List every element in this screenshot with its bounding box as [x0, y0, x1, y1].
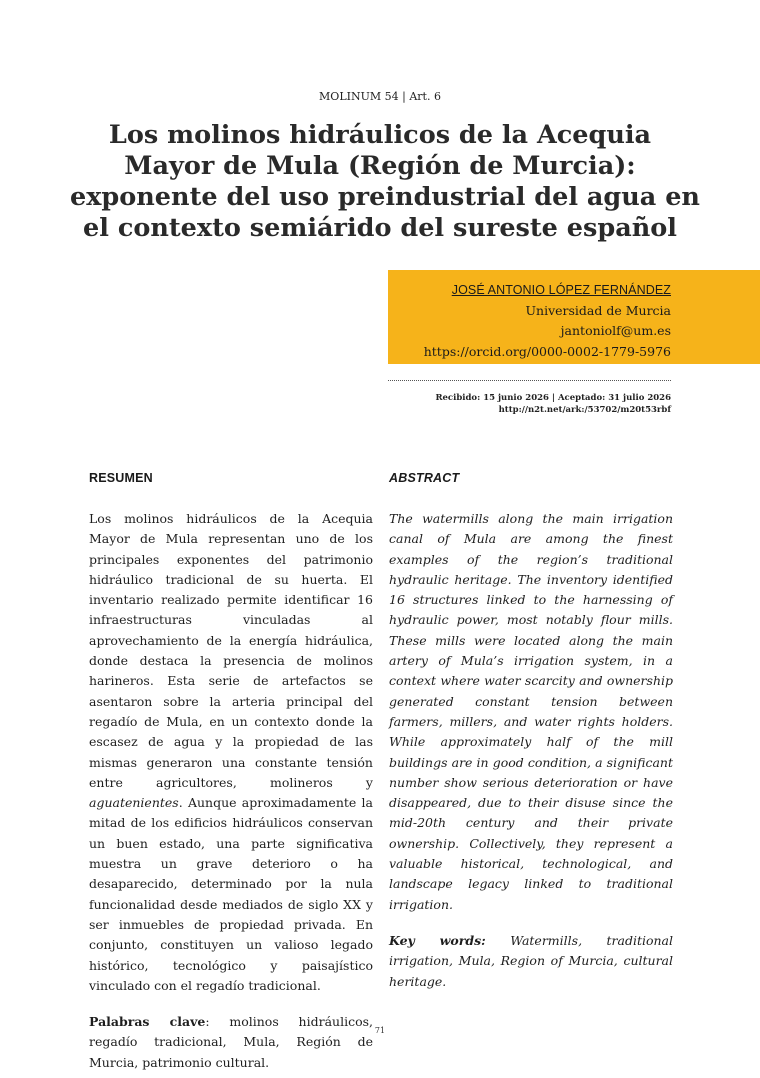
page-number: 71 [374, 1026, 386, 1035]
title-line: el contexto semiárido del sureste español [83, 213, 677, 243]
author-affiliation: Universidad de Murcia [525, 302, 671, 318]
article-title [70, 120, 700, 244]
author-box [388, 270, 760, 364]
ark-identifier-link[interactable]: http://n2t.net/ark:/53702/m20t53rbf [498, 405, 671, 415]
resumen-text-part: Los molinos hidráulicos de la Acequia Mayor de Mula representan uno de los principales exponentes del patrimonio hidráulico tradicional de su huerta. El inventario realizado permite identificar 16 infraestructuras vinculadas al aprovechamiento de la energía hidráulica, donde destaca la presencia de molinos harineros. Esta serie de artefactos se asentaron sobre la arteria principal del regadío de Mula, en un contexto donde la escasez de agua y la propiedad de las mismas generaron una constante tensión entre agricultores, molineros y [89, 511, 373, 790]
submission-dates [388, 392, 671, 416]
keywords-label: Key words: [389, 932, 486, 948]
author-email[interactable]: jantoniolf@um.es [560, 323, 671, 338]
keywords-list: : molinos hidráulicos, regadío tradicional, Mula, Región de Murcia, patrimonio cultural. [89, 1014, 373, 1070]
resumen-heading: RESUMEN [89, 471, 153, 485]
resumen-column [89, 509, 373, 1073]
abstract-heading: ABSTRACT [389, 471, 460, 485]
resumen-keywords [89, 1012, 373, 1073]
title-line: exponente del uso preindustrial del agua en [70, 182, 700, 212]
resumen-paragraph [89, 509, 373, 996]
abstract-column [389, 509, 673, 992]
abstract-paragraph: The watermills along the main irrigation canal of Mula are among the finest examples of the region’s traditional hydraulic heritage. The inventory identified 16 structures linked to the harnessing of hydraulic power, most notably flour mills. These mills were located along the main artery of Mula’s irrigation system, in a context where water scarcity and ownership generated constant tension between farmers, millers, and water rights holders. While approximately half of the mill buildings are in good condition, a significant number show serious deterioration or have disappeared, due to their disuse since the mid-20th century and their private ownership. Collectively, they represent a valuable historical, technological, and landscape legacy linked to traditional irrigation. [389, 511, 673, 912]
received-accepted-dates: Recibido: 15 junio 2026 | Aceptado: 31 julio 2026 [435, 393, 671, 403]
title-line: Mayor de Mula (Región de Murcia): [124, 151, 636, 181]
resumen-text-part: . Aunque aproximadamente la mitad de los edificios hidráulicos conservan un buen estado, una parte significativa muestra un grave deterioro o ha desaparecido, determinado por la nula funcionalidad desde mediados de siglo XX y ser inmuebles de propiedad privada. En conjunto, constituyen un valioso legado histórico, tecnológico y paisajístico vinculado con el regadío tradicional. [89, 795, 373, 993]
abstract-keywords [389, 931, 673, 992]
keywords-list: Watermills, traditional irrigation, Mula, Region of Murcia, cultural heritage. [389, 932, 674, 989]
running-header: MOLINUM 54 | Art. 6 [319, 90, 441, 103]
dotted-divider [388, 380, 671, 381]
author-orcid-link[interactable]: https://orcid.org/0000-0002-1779-5976 [423, 343, 671, 359]
resumen-italic-term: aguatenientes [89, 795, 179, 811]
title-line: Los molinos hidráulicos de la Acequia [108, 120, 652, 150]
author-name[interactable]: JOSÉ ANTONIO LÓPEZ FERNÁNDEZ [451, 283, 671, 297]
keywords-label: Palabras clave [89, 1014, 206, 1030]
